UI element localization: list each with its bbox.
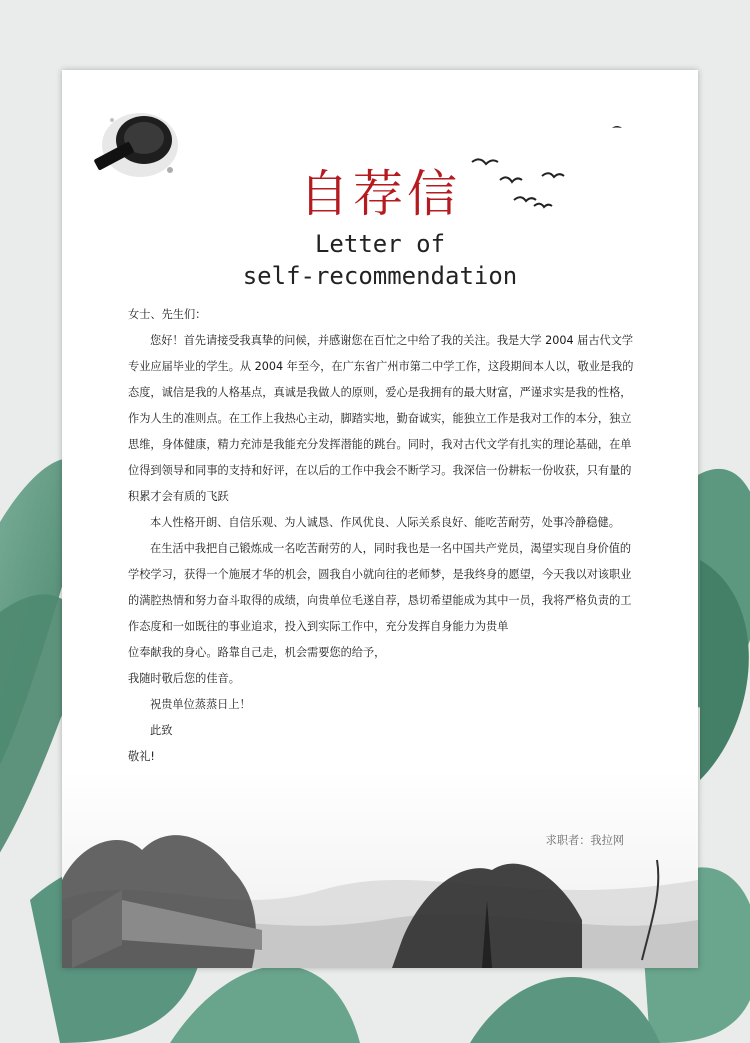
salutation: 女士、先生们： (128, 308, 207, 321)
title-en-line2: self-recommendation (242, 262, 518, 290)
paragraph-await: 我随时敬后您的佳音。 (128, 672, 240, 685)
paragraph-intro: 您好！首先请接受我真挚的问候，并感谢您在百忙之中给了我的关注。我是大学 2004 届古代文学专业应届毕业的学生。从 2004 年至今，在广东省广州市第二中学工作，这段期间本人以，敬业是我的态度，诚信是我的人格基点，真诚是我做人的原则，爱心是我拥有的最大财富，严谨求实是我的性格，作为人生的准则点。在工作上我热心主动，脚踏实地，勤奋诚实，能独立工作是我对工作的本分，独立思维，身体健康，精力充沛是我能充分发挥潜能的跳台。同时，我对古代文学有扎实的理论基础，在单位得到领导和同事的支持和好评，在以后的工作中我会不断学习。我深信一份耕耘一份收获，只有量的积累才会有质的飞跃 (128, 334, 634, 503)
title-en-line1: Letter of (314, 230, 446, 258)
letter-body (128, 302, 634, 770)
wish-line: 祝贵单位蒸蒸日上！ (150, 698, 251, 711)
paragraph-life: 在生活中我把自己锻炼成一名吃苦耐劳的人，同时我也是一名中国共产党员，渴望实现自身价值的学校学习，获得一个施展才华的机会，圆我自小就向往的老师梦，是我终身的愿望，今天我以对该职业的满腔热情和努力奋斗取得的成绩，向贵单位毛遂自荐，恳切希望能成为其中一员，我将严格负责的工作态度和一如既往的事业追求，投入到实际工作中，充分发挥自身能力为贵单 (128, 542, 632, 633)
paragraph-dedication: 位奉献我的身心。路靠自己走，机会需要您的给予， (128, 646, 386, 659)
signature: 求职者：我拉网 (545, 834, 624, 847)
closing-line-1: 此致 (150, 724, 173, 737)
letter-title-chinese: 自荐信 (299, 165, 461, 223)
ink-landscape-illustration (62, 770, 698, 968)
letter-title-english (62, 228, 698, 292)
letter-paper (62, 70, 698, 968)
leaf-shape (470, 977, 660, 1043)
leaf-shape (170, 966, 360, 1043)
closing-line-2: 敬礼! (128, 750, 155, 763)
paragraph-personality: 本人性格开朗、自信乐观、为人诚恳、作风优良、人际关系良好、能吃苦耐劳，处事冷静稳健。 (150, 516, 620, 529)
